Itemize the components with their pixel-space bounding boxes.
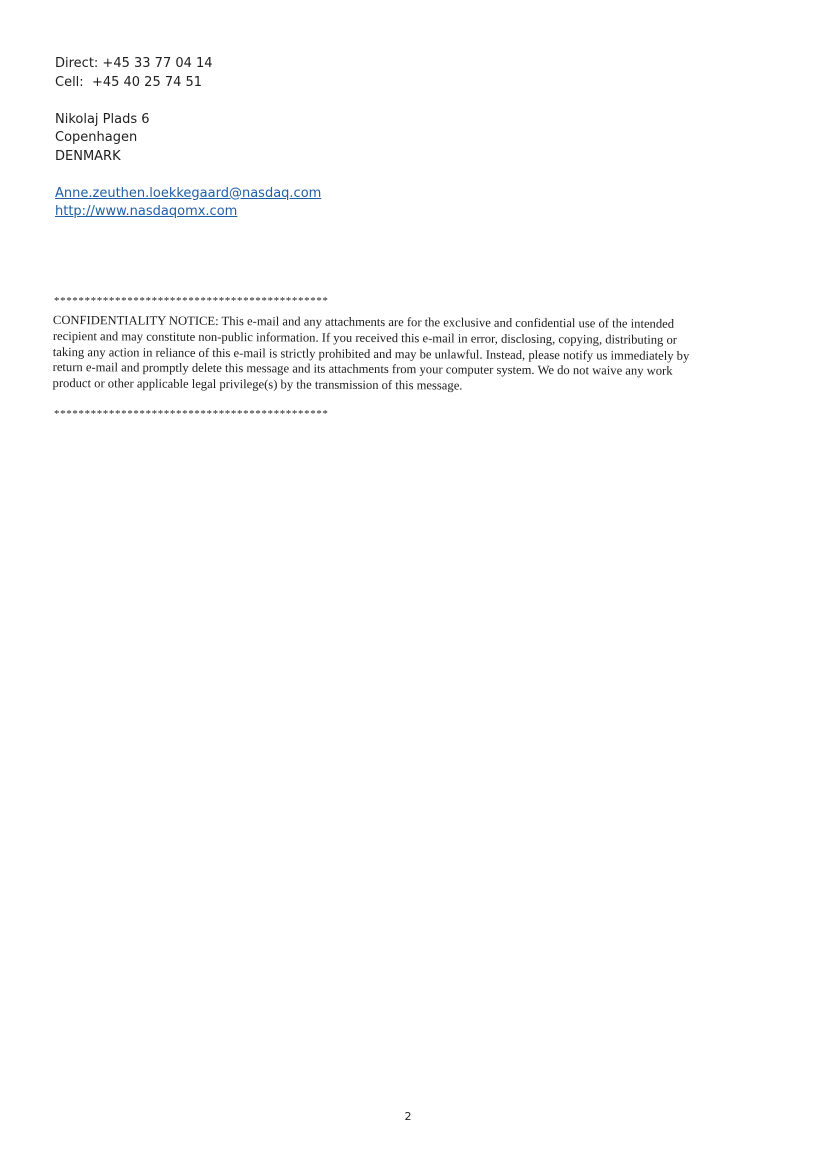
direct-phone: Direct: +45 33 77 04 14	[55, 56, 213, 71]
email-link[interactable]: Anne.zeuthen.loekkegaard@nasdaq.com	[55, 185, 322, 201]
address-street: Nikolaj Plads 6	[55, 111, 150, 127]
email-signature	[55, 55, 321, 222]
website-link[interactable]: http://www.nasdaqomx.com	[55, 204, 238, 219]
notice-line: taking any action in reliance of this e-mail is strictly prohibited and may be unlawful. Instead, please notify us immediately by	[52, 344, 690, 363]
notice-line: CONFIDENTIALITY NOTICE: This e-mail and any attachments are for the exclusive and confidential use of the intended	[52, 313, 675, 331]
cell-phone: Cell: +45 40 25 74 51	[55, 74, 203, 90]
separator-top: *********************************************	[54, 295, 329, 307]
separator-bottom: *********************************************	[54, 408, 329, 420]
confidentiality-notice	[53, 313, 758, 396]
page-number: 2	[404, 1110, 412, 1123]
notice-line: recipient and may constitute non-public information. If you received this e-mail in error, disclosing, copying, distributing or	[52, 328, 678, 347]
address-city: Copenhagen	[55, 130, 138, 145]
address-country: DENMARK	[55, 148, 121, 164]
notice-line: return e-mail and promptly delete this message and its attachments from your computer system. We do not waive any work	[52, 360, 673, 379]
notice-line: product or other applicable legal privilege(s) by the transmission of this message.	[52, 376, 463, 393]
